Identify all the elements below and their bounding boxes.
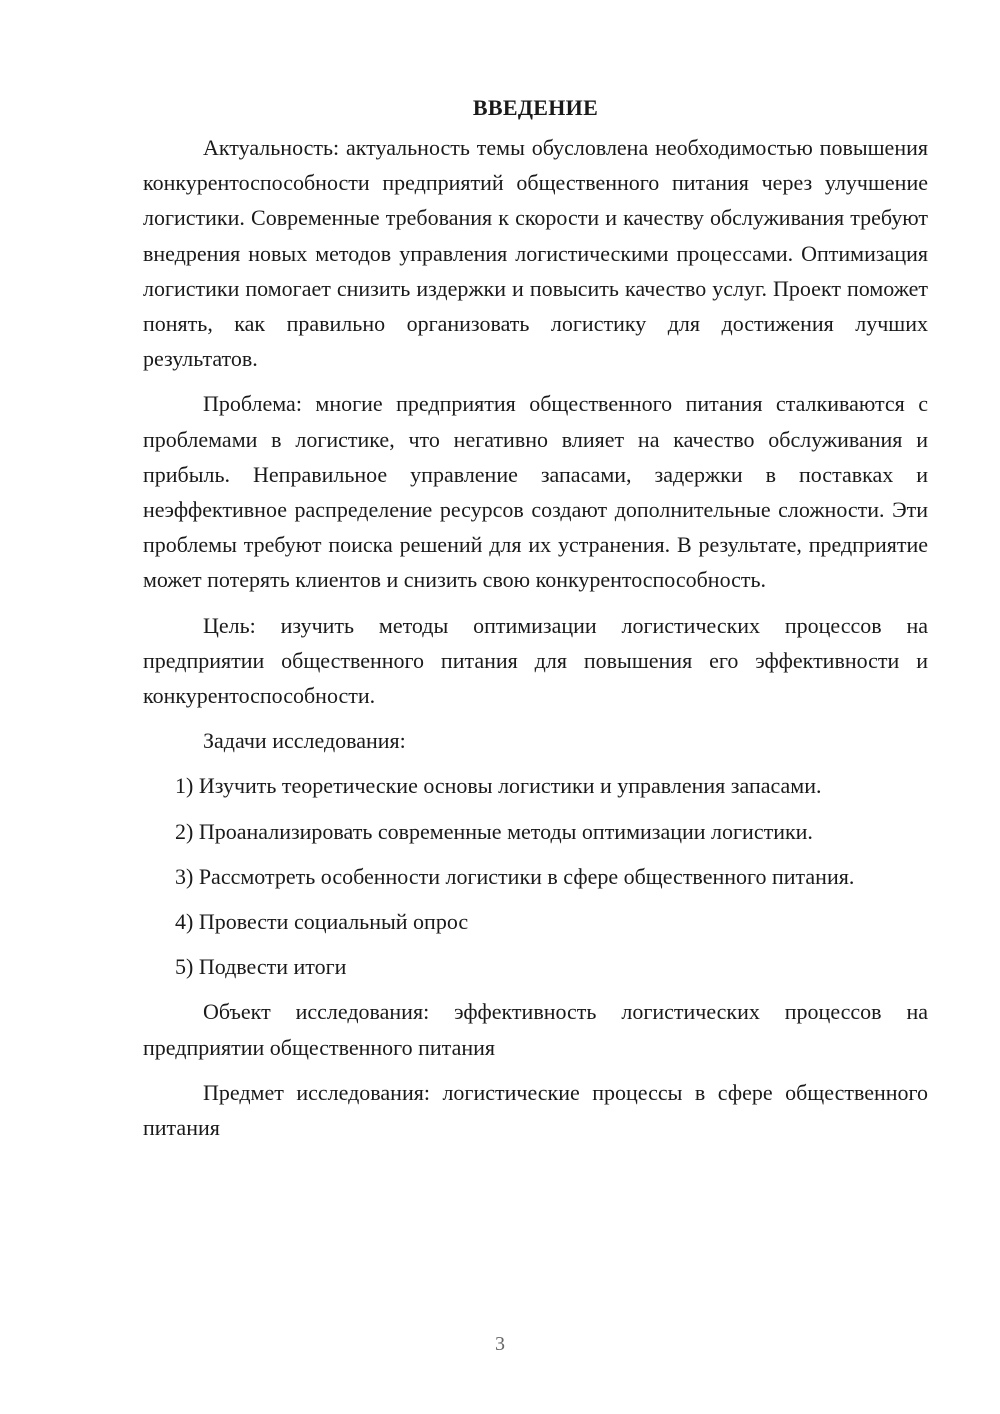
research-subject-paragraph: Предмет исследования: логистические процессы в сфере общественного питания	[143, 1079, 928, 1141]
problem-paragraph: Проблема: многие предприятия общественного питания сталкиваются с проблемами в логистике, что негативно влияет на качество обслуживания и прибыль. Неправильное управление запасами, задержки в поставках и неэффективное распределение ресурсов создают дополнительные сложности. Эти проблемы требуют поиска решений для их устранения. В результате, предприятие может потерять клиентов и снизить свою конкурентоспособность.	[143, 391, 928, 593]
task-item-3: 3) Рассмотреть особенности логистики в сфере общественного питания.	[175, 863, 855, 889]
task-item-1: 1) Изучить теоретические основы логистики и управления запасами.	[175, 773, 822, 799]
task-item-4: 4) Провести социальный опрос	[175, 909, 469, 935]
task-item-5: 5) Подвести итоги	[175, 954, 347, 980]
relevance-paragraph: Актуальность: актуальность темы обусловлена необходимостью повышения конкурентоспособности предприятий общественного питания через улучшение логистики. Современные требования к скорости и качеству обслуживания требуют внедрения новых методов управления логистическими процессами. Оптимизация логистики помогает снизить издержки и повысить качество услуг. Проект поможет понять, как правильно организовать логистику для достижения лучших результатов.	[143, 135, 928, 372]
document-page	[143, 90, 928, 1155]
tasks-heading: Задачи исследования:	[203, 728, 406, 754]
task-item-2: 2) Проанализировать современные методы оптимизации логистики.	[175, 818, 813, 844]
goal-paragraph: Цель: изучить методы оптимизации логистических процессов на предприятии общественного питания для повышения его эффективности и конкурентоспособности.	[143, 612, 928, 709]
section-title: ВВЕДЕНИЕ	[472, 95, 599, 120]
page-number: 3	[495, 1333, 505, 1355]
research-object-paragraph: Объект исследования: эффективность логистических процессов на предприятии общественного питания	[143, 999, 928, 1060]
